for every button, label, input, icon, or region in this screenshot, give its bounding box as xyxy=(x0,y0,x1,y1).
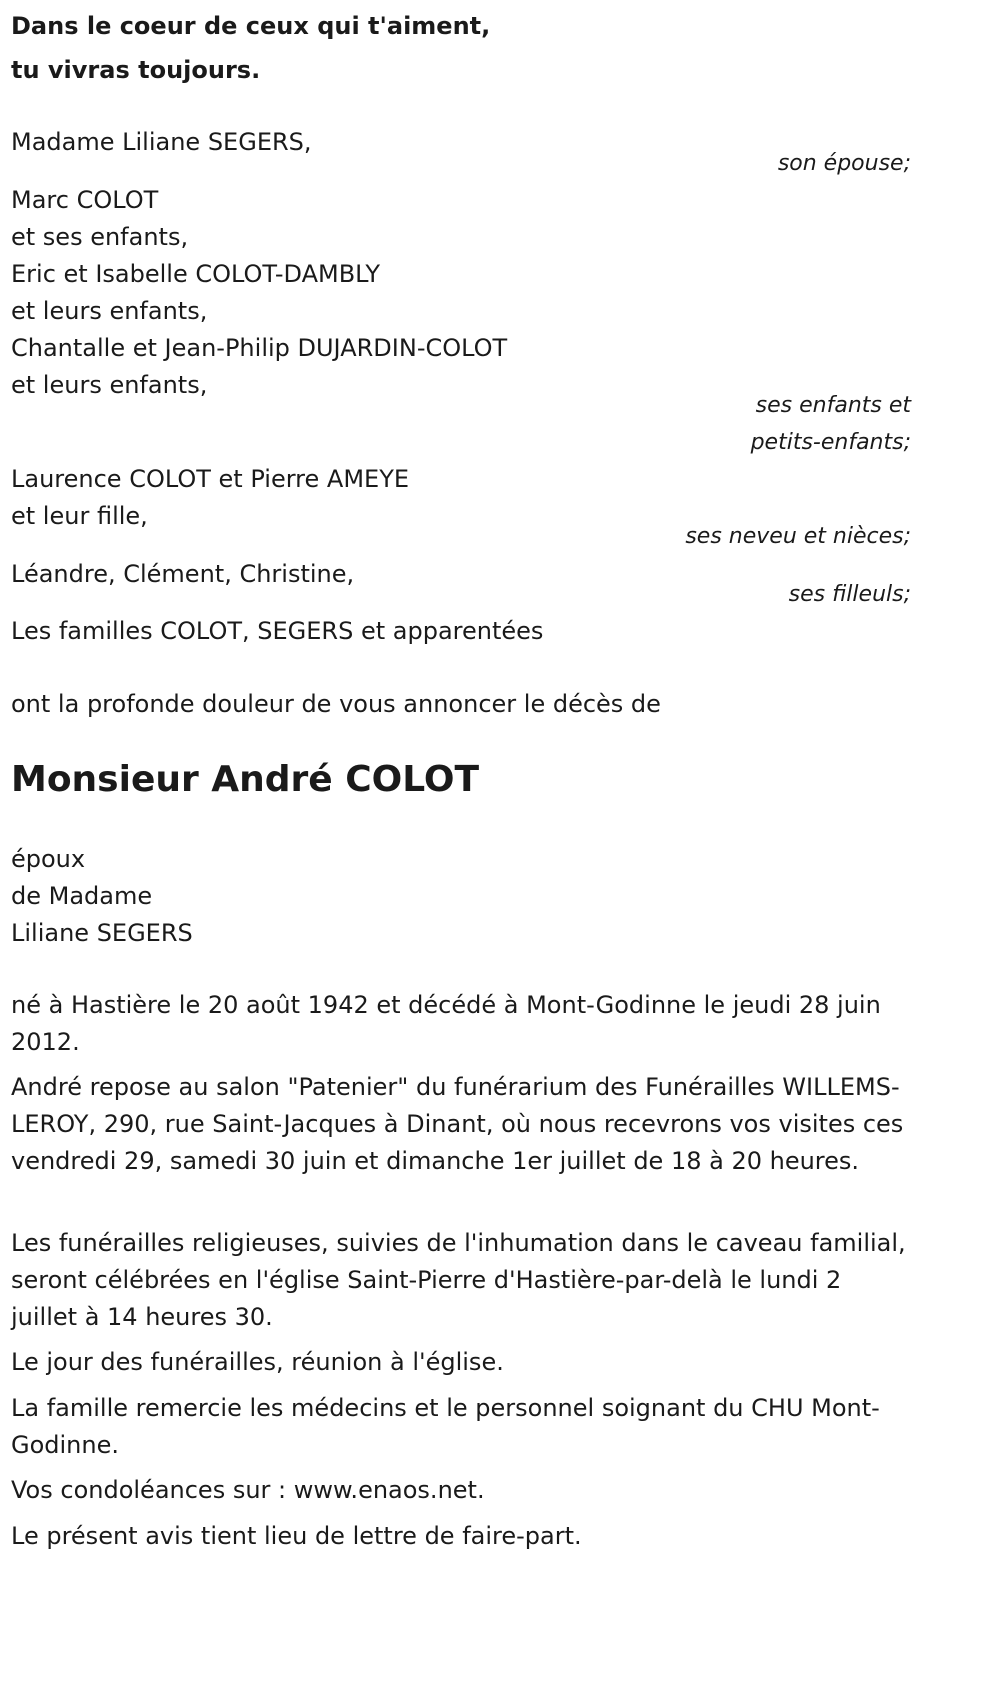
meeting-paragraph: Le jour des funérailles, réunion à l'église. xyxy=(11,1348,504,1376)
motto-line-2: tu vivras toujours. xyxy=(11,56,261,84)
deceased-name: Monsieur André COLOT xyxy=(11,759,480,800)
child-line: Eric et Isabelle COLOT-DAMBLY xyxy=(11,260,381,288)
child-line: Chantalle et Jean-Philip DUJARDIN-COLOT xyxy=(11,334,508,362)
children-role-line-2: petits-enfants; xyxy=(750,430,911,455)
thanks-paragraph: La famille remercie les médecins et le personnel soignant du CHU Mont-Godinne. xyxy=(11,1394,880,1459)
nephews-role: ses neveu et nièces; xyxy=(685,524,911,549)
child-line: et leurs enfants, xyxy=(11,371,208,399)
birth-death-paragraph: né à Hastière le 20 août 1942 et décédé à Mont-Godinne le jeudi 28 juin 2012. xyxy=(11,991,881,1056)
relation-line: Liliane SEGERS xyxy=(11,919,193,947)
child-line: Marc COLOT xyxy=(11,186,159,214)
children-role-line-1: ses enfants et xyxy=(755,393,911,418)
visitation-paragraph: André repose au salon "Patenier" du funérarium des Funérailles WILLEMS-LEROY, 290, rue Saint-Jacques à Dinant, où nous recevrons vos visites ces vendredi 29, samedi 30 juin et dimanche 1er juillet de 18 à 20 heures. xyxy=(11,1073,904,1175)
child-line: et ses enfants, xyxy=(11,223,189,251)
relation-line: époux xyxy=(11,845,86,873)
funeral-paragraph: Les funérailles religieuses, suivies de l'inhumation dans le caveau familial, seront célébrées en l'église Saint-Pierre d'Hastière-par-delà le lundi 2 juillet à 14 heures 30. xyxy=(11,1229,906,1331)
condolences-paragraph: Vos condoléances sur : www.enaos.net. xyxy=(11,1476,485,1504)
child-line: et leurs enfants, xyxy=(11,297,208,325)
notice-paragraph: Le présent avis tient lieu de lettre de faire-part. xyxy=(11,1522,582,1550)
announcement-line: ont la profonde douleur de vous annoncer le décès de xyxy=(11,690,661,718)
spouse-name: Madame Liliane SEGERS, xyxy=(11,128,312,156)
motto-line-1: Dans le coeur de ceux qui t'aiment, xyxy=(11,12,491,40)
nephew-line: et leur fille, xyxy=(11,502,148,530)
godchildren-role: ses filleuls; xyxy=(788,582,911,607)
families-line: Les familles COLOT, SEGERS et apparentées xyxy=(11,617,544,645)
godchildren-names: Léandre, Clément, Christine, xyxy=(11,560,355,588)
spouse-role: son épouse; xyxy=(777,151,911,176)
nephew-line: Laurence COLOT et Pierre AMEYE xyxy=(11,465,410,493)
relation-line: de Madame xyxy=(11,882,153,910)
